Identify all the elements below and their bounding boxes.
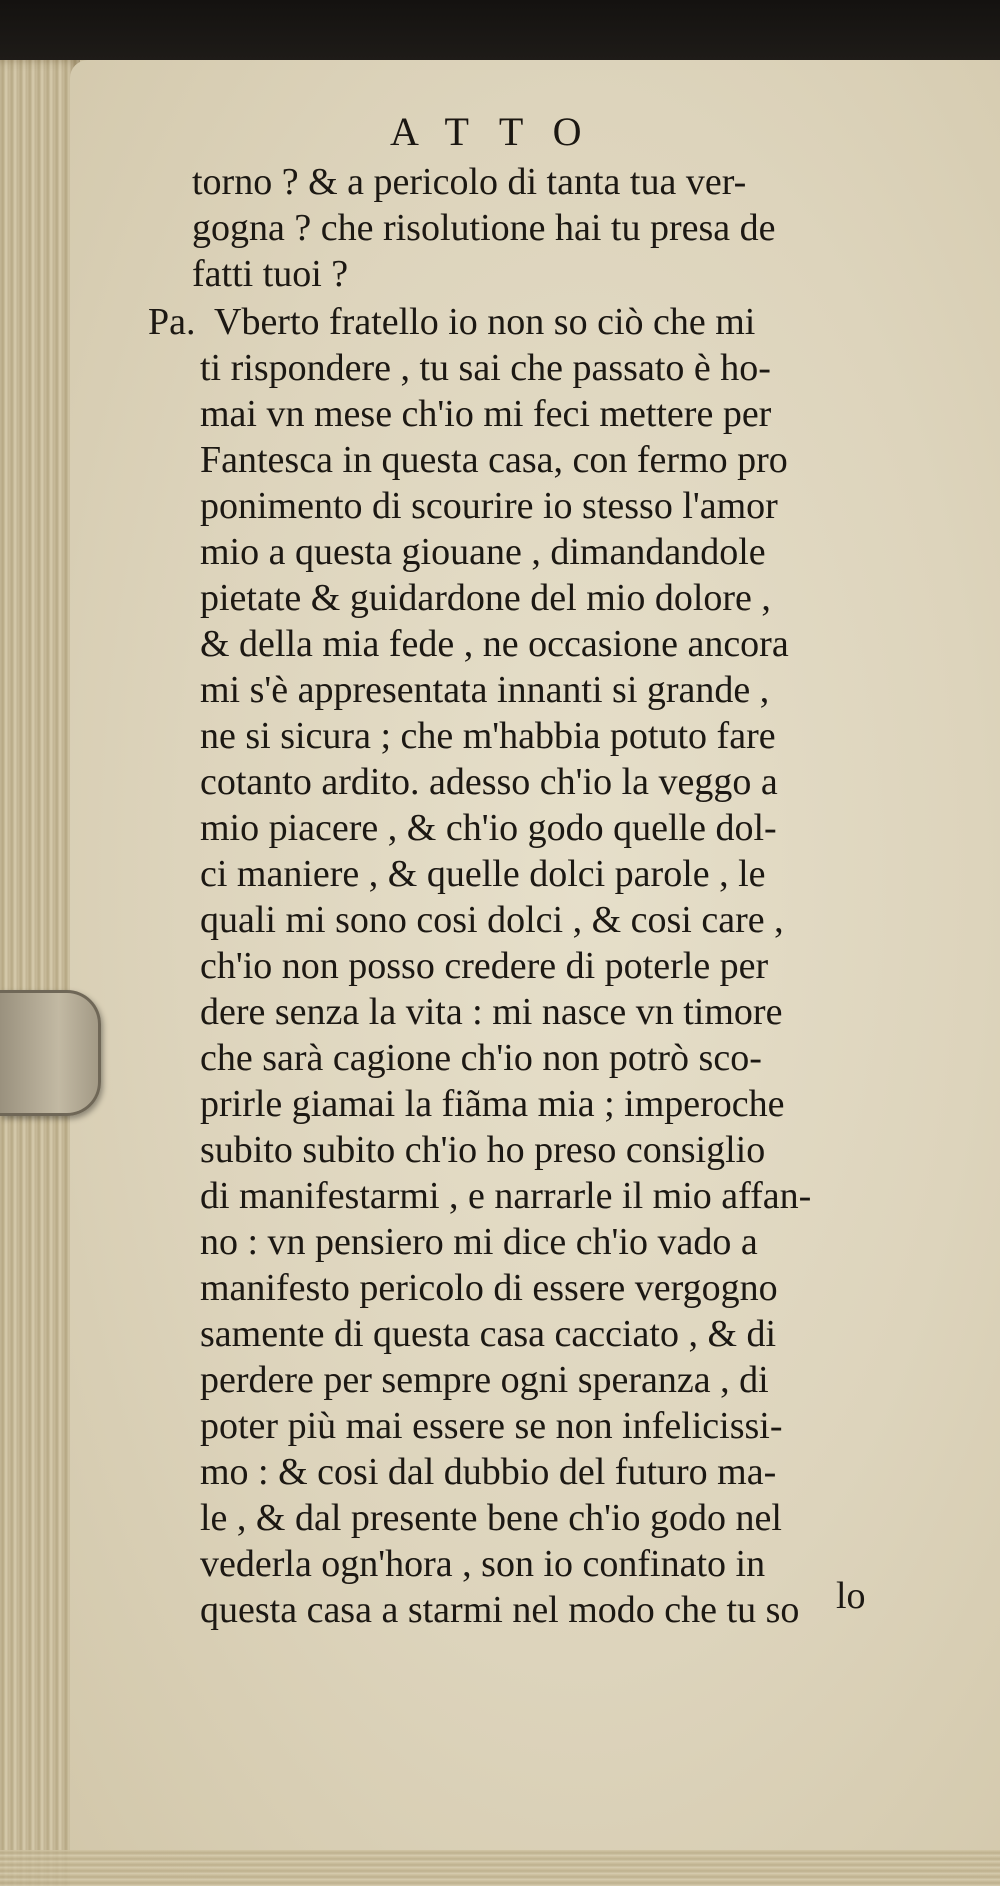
- text-line: no : vn pensiero mi dice ch'io vado a: [200, 1221, 758, 1263]
- text-line: le , & dal presente bene ch'io godo nel: [200, 1497, 782, 1539]
- text-line: ci maniere , & quelle dolci parole , le: [200, 853, 766, 895]
- running-header: ATTO: [390, 109, 612, 154]
- speaker-label: Pa.: [148, 301, 196, 343]
- text-line: Fantesca in questa casa, con fermo pro: [200, 439, 788, 481]
- text-line: prirle giamai la fiãma mia ; imperoche: [200, 1083, 785, 1125]
- text-line: gogna ? che risolutione hai tu presa de: [192, 207, 776, 249]
- text-line: torno ? & a pericolo di tanta tua ver-: [192, 161, 747, 203]
- text-line: quali mi sono cosi dolci , & cosi care ,: [200, 899, 784, 941]
- text-line: pietate & guidardone del mio dolore ,: [200, 577, 771, 619]
- text-line: perdere per sempre ogni speranza , di: [200, 1359, 769, 1401]
- text-line: mi s'è appresentata innanti si grande ,: [200, 669, 770, 711]
- page-edges: [0, 60, 80, 1886]
- text-line: fatti tuoi ?: [192, 253, 349, 295]
- text-line: dere senza la vita : mi nasce vn timore: [200, 991, 783, 1033]
- text-line: ch'io non posso credere di poterle per: [200, 945, 769, 987]
- text-line: vederla ogn'hora , son io confinato in: [200, 1543, 766, 1585]
- text-line: ponimento di scourire io stesso l'amor: [200, 485, 778, 527]
- text-line: ti rispondere , tu sai che passato è ho-: [200, 347, 771, 389]
- text-line: subito subito ch'io ho preso consiglio: [200, 1129, 766, 1171]
- text-line: mai vn mese ch'io mi feci mettere per: [200, 393, 772, 435]
- text-line: Vberto fratello io non so ciò che mi: [214, 301, 756, 343]
- text-line: samente di questa casa cacciato , & di: [200, 1313, 777, 1355]
- text-line: cotanto ardito. adesso ch'io la veggo a: [200, 761, 778, 803]
- text-line: ne si sicura ; che m'habbia potuto fare: [200, 715, 776, 757]
- catchword: lo: [836, 1575, 866, 1617]
- text-line: manifesto pericolo di essere vergogno: [200, 1267, 778, 1309]
- text-line: mio a questa giouane , dimandandole: [200, 531, 766, 573]
- bottom-page-edges: [0, 1850, 1000, 1886]
- text-line: di manifestarmi , e narrarle il mio affan-: [200, 1175, 812, 1217]
- text-line: questa casa a starmi nel modo che tu so: [200, 1589, 800, 1631]
- bookmark-tab: [0, 990, 101, 1116]
- text-line: mo : & cosi dal dubbio del futuro ma-: [200, 1451, 777, 1493]
- text-line: che sarà cagione ch'io non potrò sco-: [200, 1037, 762, 1079]
- text-line: & della mia fede , ne occasione ancora: [200, 623, 789, 665]
- text-line: poter più mai essere se non infelicissi-: [200, 1405, 783, 1447]
- text-line: mio piacere , & ch'io godo quelle dol-: [200, 807, 777, 849]
